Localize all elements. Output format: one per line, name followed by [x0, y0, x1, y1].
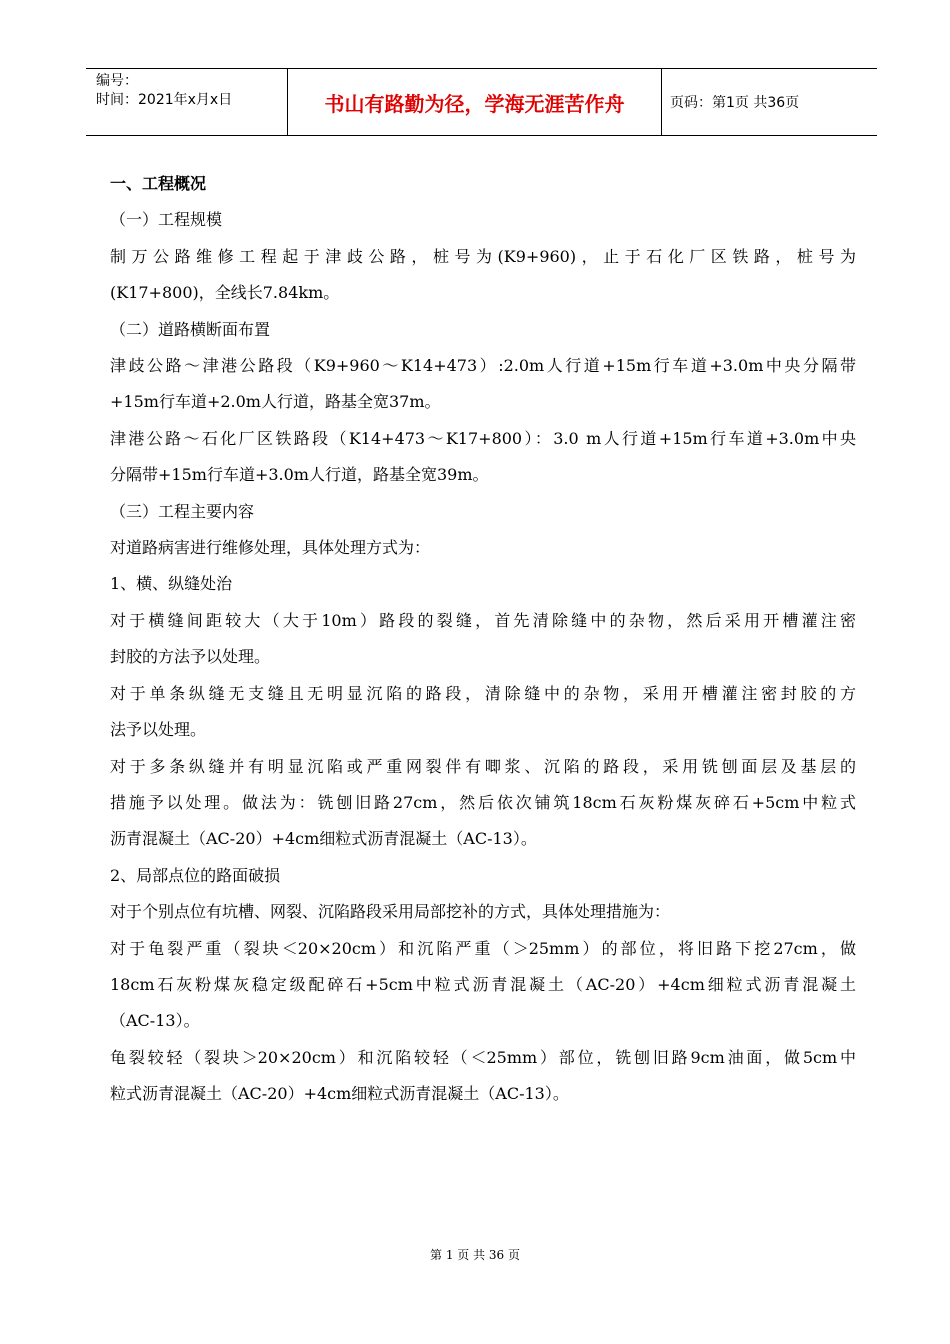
paragraph-line: 对于单条纵缝无支缝且无明显沉陷的路段，清除缝中的杂物，采用开槽灌注密封胶的方: [110, 683, 856, 703]
header-motto: 书山有路勤为径，学海无涯苦作舟: [324, 91, 625, 116]
paragraph-line: 对于龟裂严重（裂块＜20×20cm）和沉陷严重（＞25mm）的部位，将旧路下挖27cm，做: [110, 938, 856, 958]
paragraph-line: 沥青混凝土（AC-20）+4cm细粒式沥青混凝土（AC-13）。: [110, 829, 537, 849]
paragraph-line: 18cm石灰粉煤灰稳定级配碎石+5cm中粒式沥青混凝土（AC-20）+4cm细粒式沥青混凝土: [110, 974, 856, 994]
paragraph-line: (K17+800)，全线长7.84km。: [110, 283, 340, 303]
page-header: [86, 68, 877, 136]
paragraph-line: 分隔带+15m行车道+3.0m人行道，路基全宽39m。: [110, 465, 489, 485]
section-heading: 一、工程概况: [110, 174, 207, 193]
paragraph-line: 对于个别点位有坑槽、网裂、沉陷路段采用局部挖补的方式，具体处理措施为：: [110, 902, 671, 922]
paragraph-line: （AC-13）。: [110, 1011, 200, 1031]
paragraph-line: 对于多条纵缝并有明显沉陷或严重网裂伴有唧浆、沉陷的路段，采用铣刨面层及基层的: [110, 756, 856, 776]
item-heading: 1、横、纵缝处治: [110, 574, 233, 594]
page-footer: 第 1 页 共 36 页: [430, 1248, 520, 1262]
subsection-heading: （三）工程主要内容: [110, 501, 255, 521]
paragraph-line: 粒式沥青混凝土（AC-20）+4cm细粒式沥青混凝土（AC-13）。: [110, 1084, 569, 1104]
paragraph-line: 龟裂较轻（裂块＞20×20cm）和沉陷较轻（＜25mm）部位，铣刨旧路9cm油面，做5cm中: [110, 1047, 856, 1067]
paragraph-line: 措施予以处理。做法为：铣刨旧路27cm，然后依次铺筑18cm石灰粉煤灰碎石+5cm中粒式: [110, 792, 856, 812]
paragraph-line: 津港公路～石化厂区铁路段（K14+473～K17+800）：3.0 m人行道+15m行车道+3.0m中央: [110, 428, 856, 448]
document-time-label: 时间：2021年x月x日: [96, 92, 233, 108]
subsection-heading: （二）道路横断面布置: [110, 319, 271, 339]
paragraph-line: 法予以处理。: [110, 720, 207, 740]
item-heading: 2、局部点位的路面破损: [110, 865, 281, 885]
header-page-number: 页码：第1页 共36页: [670, 95, 800, 111]
subsection-heading: （一）工程规模: [110, 210, 223, 230]
paragraph-line: +15m行车道+2.0m人行道，路基全宽37m。: [110, 392, 441, 412]
paragraph-line: 对道路病害进行维修处理，具体处理方式为：: [110, 538, 431, 558]
paragraph-line: 制万公路维修工程起于津歧公路，桩号为(K9+960)，止于石化厂区铁路，桩号为: [110, 246, 856, 266]
header-meta: [86, 69, 287, 135]
document-number-label: 编号：: [96, 73, 138, 89]
paragraph-line: 对于横缝间距较大（大于10m）路段的裂缝，首先清除缝中的杂物，然后采用开槽灌注密: [110, 610, 856, 630]
document-body: [110, 166, 856, 1113]
paragraph-line: 津歧公路～津港公路段（K9+960～K14+473）:2.0m人行道+15m行车道+3.0m中央分隔带: [110, 356, 856, 376]
paragraph-line: 封胶的方法予以处理。: [110, 647, 271, 667]
